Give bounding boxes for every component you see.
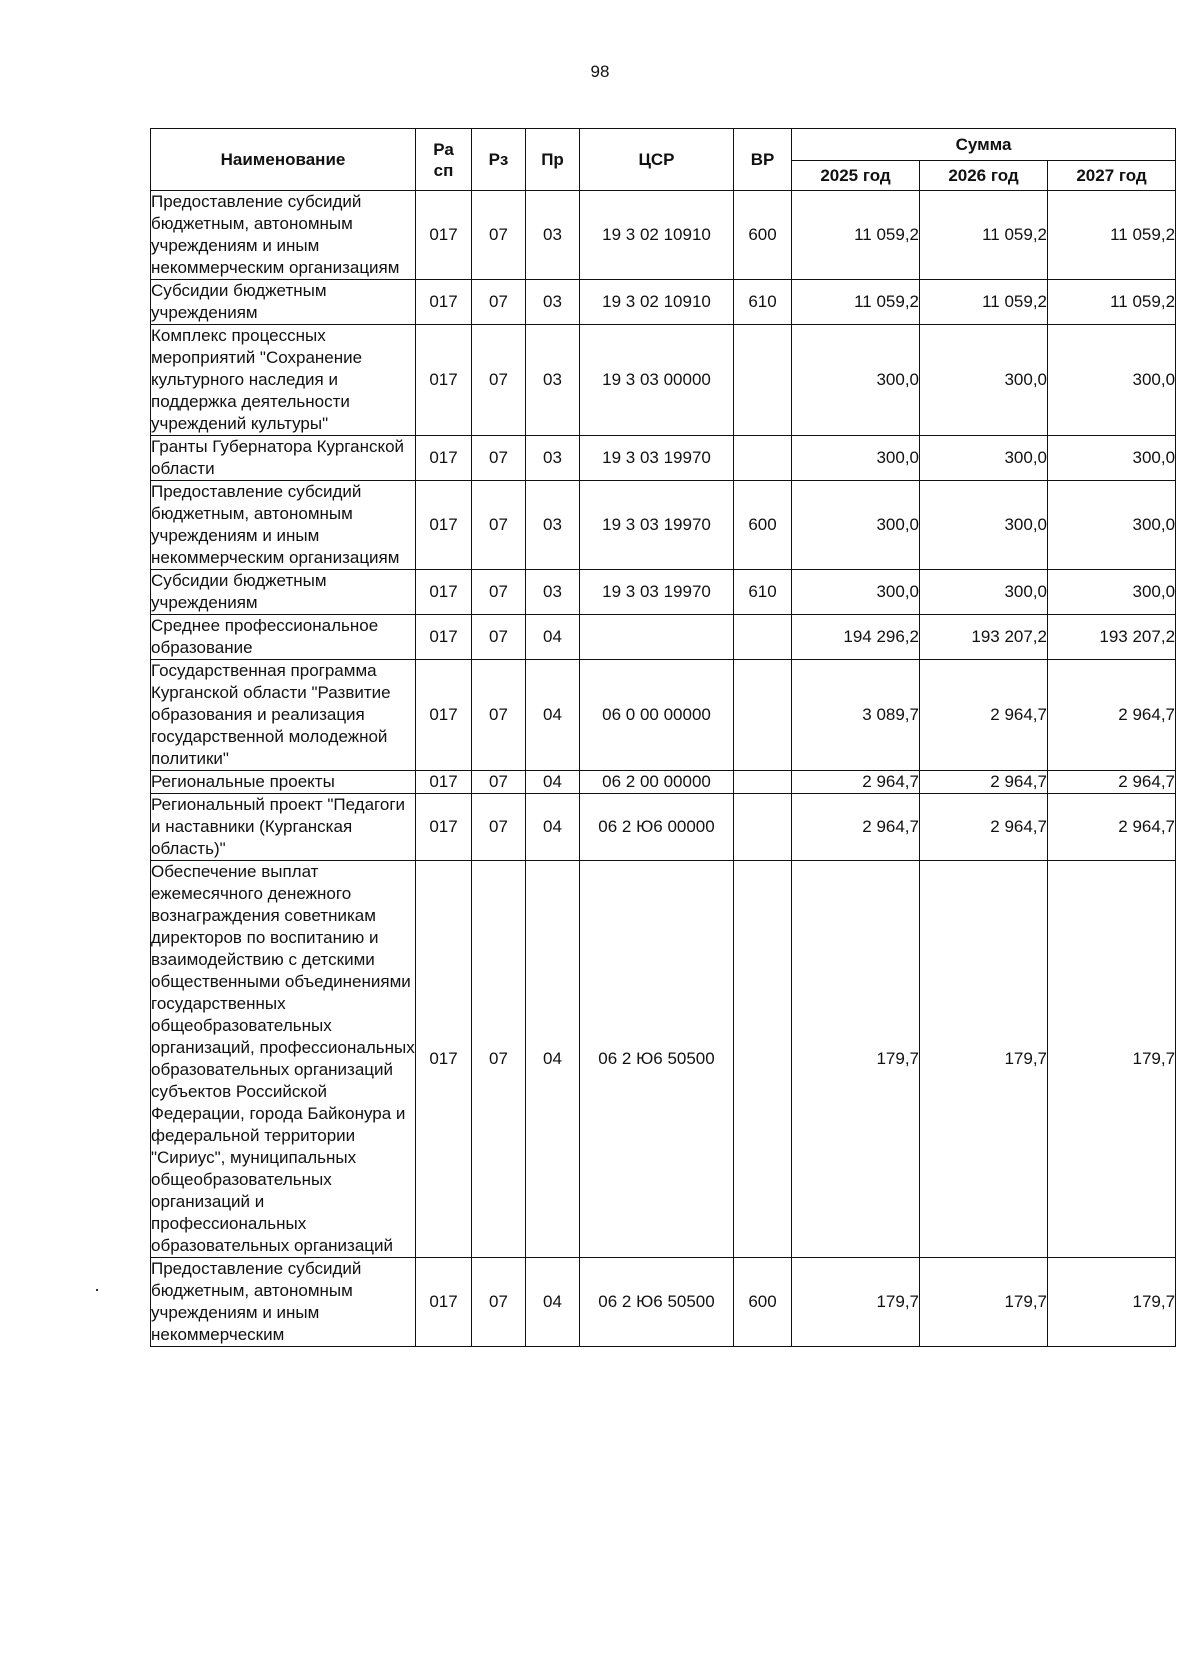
- cell-pr: 03: [526, 570, 580, 615]
- cell-2026: 179,7: [920, 1258, 1048, 1347]
- cell-pr: 03: [526, 436, 580, 481]
- col-header-name: Наименование: [151, 129, 416, 191]
- table-body: [151, 191, 1176, 1347]
- cell-csr: 19 3 03 00000: [580, 325, 734, 436]
- cell-2025: 179,7: [792, 1258, 920, 1347]
- cell-2026: 11 059,2: [920, 191, 1048, 280]
- col-header-pr: Пр: [526, 129, 580, 191]
- table-row: [151, 771, 1176, 794]
- cell-2026: 300,0: [920, 325, 1048, 436]
- cell-2025: 2 964,7: [792, 794, 920, 861]
- cell-rz: 07: [472, 481, 526, 570]
- table-row: [151, 436, 1176, 481]
- cell-vr: 610: [734, 280, 792, 325]
- cell-2027: 179,7: [1048, 861, 1176, 1258]
- cell-2027: 300,0: [1048, 325, 1176, 436]
- col-header-csr: ЦСР: [580, 129, 734, 191]
- cell-2026: 300,0: [920, 570, 1048, 615]
- page-number: 98: [590, 62, 610, 81]
- cell-2027: 2 964,7: [1048, 794, 1176, 861]
- cell-pr: 04: [526, 794, 580, 861]
- cell-pr: 04: [526, 660, 580, 771]
- cell-name: Среднее профессиональное образование: [151, 615, 416, 660]
- cell-rz: 07: [472, 660, 526, 771]
- cell-2026: 193 207,2: [920, 615, 1048, 660]
- cell-pr: 03: [526, 481, 580, 570]
- table-row: [151, 615, 1176, 660]
- cell-csr: 06 2 00 00000: [580, 771, 734, 794]
- cell-2026: 2 964,7: [920, 794, 1048, 861]
- cell-name: Предоставление субсидий бюджетным, автономным учреждениям и иным некоммерческим организациям: [151, 481, 416, 570]
- table-row: [151, 794, 1176, 861]
- cell-csr: 06 2 Ю6 00000: [580, 794, 734, 861]
- cell-2025: 11 059,2: [792, 280, 920, 325]
- table-row: [151, 280, 1176, 325]
- cell-vr: 610: [734, 570, 792, 615]
- cell-rasp: 017: [416, 1258, 472, 1347]
- cell-rasp: 017: [416, 794, 472, 861]
- cell-rasp: 017: [416, 861, 472, 1258]
- cell-rasp: 017: [416, 280, 472, 325]
- cell-vr: 600: [734, 1258, 792, 1347]
- cell-2025: 179,7: [792, 861, 920, 1258]
- cell-2027: 2 964,7: [1048, 660, 1176, 771]
- cell-rz: 07: [472, 191, 526, 280]
- cell-pr: 03: [526, 191, 580, 280]
- col-header-rasp-line1: Ра: [433, 139, 454, 159]
- cell-2027: 179,7: [1048, 1258, 1176, 1347]
- table-row: [151, 861, 1176, 1258]
- cell-name: Предоставление субсидий бюджетным, автономным учреждениям и иным некоммерческим организациям: [151, 191, 416, 280]
- cell-2025: 194 296,2: [792, 615, 920, 660]
- col-header-2027: 2027 год: [1048, 161, 1176, 191]
- cell-rz: 07: [472, 794, 526, 861]
- cell-2027: 193 207,2: [1048, 615, 1176, 660]
- cell-vr: [734, 771, 792, 794]
- cell-name: Комплекс процессных мероприятий "Сохранение культурного наследия и поддержка деятельности учреждений культуры": [151, 325, 416, 436]
- cell-name: Государственная программа Курганской области "Развитие образования и реализация государственной молодежной политики": [151, 660, 416, 771]
- cell-rz: 07: [472, 280, 526, 325]
- cell-csr: 19 3 03 19970: [580, 436, 734, 481]
- cell-rz: 07: [472, 436, 526, 481]
- cell-rasp: 017: [416, 570, 472, 615]
- cell-rasp: 017: [416, 436, 472, 481]
- col-header-vr: ВР: [734, 129, 792, 191]
- cell-rasp: 017: [416, 191, 472, 280]
- col-header-2026: 2026 год: [920, 161, 1048, 191]
- cell-2027: 300,0: [1048, 436, 1176, 481]
- cell-vr: [734, 861, 792, 1258]
- header-row-1: [151, 129, 1176, 161]
- cell-2027: 11 059,2: [1048, 191, 1176, 280]
- cell-vr: [734, 794, 792, 861]
- cell-2025: 2 964,7: [792, 771, 920, 794]
- col-header-sum: Сумма: [792, 129, 1176, 161]
- cell-2025: 300,0: [792, 570, 920, 615]
- cell-vr: 600: [734, 481, 792, 570]
- table-row: [151, 660, 1176, 771]
- cell-name: Региональные проекты: [151, 771, 416, 794]
- cell-csr: [580, 615, 734, 660]
- cell-csr: 06 0 00 00000: [580, 660, 734, 771]
- cell-csr: 06 2 Ю6 50500: [580, 1258, 734, 1347]
- col-header-rasp-line2: сп: [433, 160, 454, 180]
- cell-rasp: 017: [416, 325, 472, 436]
- cell-csr: 19 3 03 19970: [580, 570, 734, 615]
- cell-2025: 11 059,2: [792, 191, 920, 280]
- cell-rasp: 017: [416, 615, 472, 660]
- cell-vr: 600: [734, 191, 792, 280]
- cell-rz: 07: [472, 771, 526, 794]
- cell-name: Субсидии бюджетным учреждениям: [151, 280, 416, 325]
- cell-rasp: 017: [416, 660, 472, 771]
- cell-rz: 07: [472, 615, 526, 660]
- cell-2026: 179,7: [920, 861, 1048, 1258]
- cell-name: Обеспечение выплат ежемесячного денежного вознаграждения советникам директоров по воспитанию и взаимодействию с детскими общественными объединениями государственных общеобразовательных организаций, профессиональных образовательных организаций субъектов Российской Федерации, города Байконура и федеральной территории "Сириус", муниципальных общеобразовательных организаций и профессиональных образовательных организаций: [151, 861, 416, 1258]
- cell-2025: 300,0: [792, 481, 920, 570]
- col-header-2025: 2025 год: [792, 161, 920, 191]
- cell-2026: 11 059,2: [920, 280, 1048, 325]
- cell-pr: 03: [526, 280, 580, 325]
- cell-pr: 04: [526, 861, 580, 1258]
- table-row: [151, 325, 1176, 436]
- cell-2026: 2 964,7: [920, 771, 1048, 794]
- cell-csr: 06 2 Ю6 50500: [580, 861, 734, 1258]
- cell-rz: 07: [472, 570, 526, 615]
- cell-rasp: 017: [416, 481, 472, 570]
- cell-2027: 2 964,7: [1048, 771, 1176, 794]
- cell-csr: 19 3 03 19970: [580, 481, 734, 570]
- col-header-rasp: [416, 129, 472, 191]
- cell-2025: 300,0: [792, 436, 920, 481]
- cell-name: Гранты Губернатора Курганской области: [151, 436, 416, 481]
- cell-pr: 04: [526, 771, 580, 794]
- cell-csr: 19 3 02 10910: [580, 191, 734, 280]
- cell-vr: [734, 325, 792, 436]
- cell-name: Субсидии бюджетным учреждениям: [151, 570, 416, 615]
- table-row: [151, 481, 1176, 570]
- table-row: [151, 1258, 1176, 1347]
- cell-pr: 04: [526, 615, 580, 660]
- cell-vr: [734, 436, 792, 481]
- cell-2026: 2 964,7: [920, 660, 1048, 771]
- cell-vr: [734, 615, 792, 660]
- cell-rz: 07: [472, 1258, 526, 1347]
- budget-table: [150, 128, 1176, 1347]
- cell-2027: 300,0: [1048, 570, 1176, 615]
- cell-csr: 19 3 02 10910: [580, 280, 734, 325]
- cell-rz: 07: [472, 325, 526, 436]
- col-header-rz: Рз: [472, 129, 526, 191]
- cell-2026: 300,0: [920, 436, 1048, 481]
- cell-2026: 300,0: [920, 481, 1048, 570]
- table-row: [151, 570, 1176, 615]
- cell-2025: 300,0: [792, 325, 920, 436]
- cell-name: Региональный проект "Педагоги и наставники (Курганская область)": [151, 794, 416, 861]
- table-row: [151, 191, 1176, 280]
- cell-rasp: 017: [416, 771, 472, 794]
- cell-vr: [734, 660, 792, 771]
- cell-rz: 07: [472, 861, 526, 1258]
- cell-2027: 300,0: [1048, 481, 1176, 570]
- cell-pr: 04: [526, 1258, 580, 1347]
- cell-2027: 11 059,2: [1048, 280, 1176, 325]
- cell-2025: 3 089,7: [792, 660, 920, 771]
- scan-dot: [96, 1289, 98, 1291]
- cell-pr: 03: [526, 325, 580, 436]
- cell-name: Предоставление субсидий бюджетным, автономным учреждениям и иным некоммерческим: [151, 1258, 416, 1347]
